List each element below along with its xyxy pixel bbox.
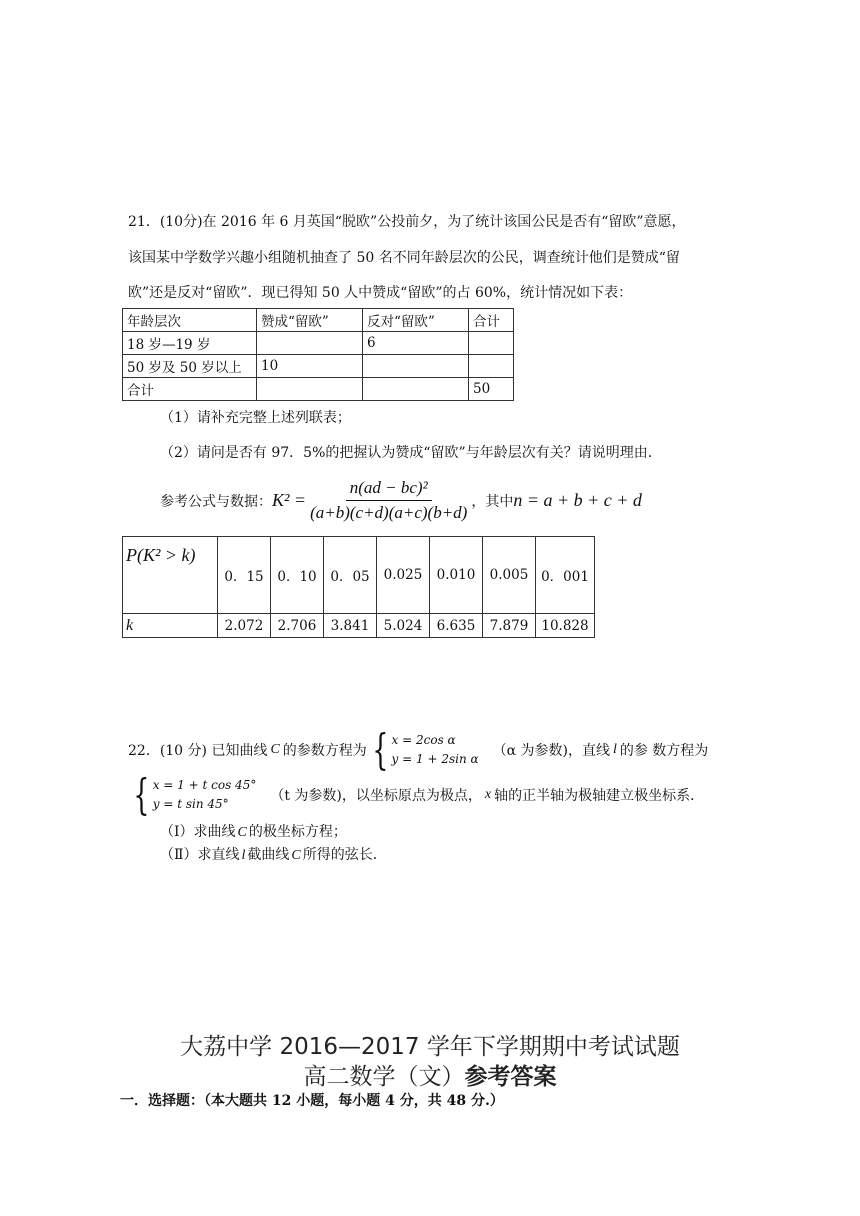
q22-part1-text-a: （Ⅰ）求曲线 <box>160 824 236 840</box>
table-cell: 18 岁—19 岁 <box>123 332 257 355</box>
polar-text: 轴的正半轴为极轴建立极坐标系． <box>494 788 705 804</box>
header-age: 年龄层次 <box>123 309 257 332</box>
q22-line1 <box>128 725 709 774</box>
table-cell: 合计 <box>123 378 257 401</box>
contingency-table <box>122 308 514 401</box>
table-cell: 0．001 <box>536 537 595 614</box>
table-cell: 0.025 <box>377 537 430 614</box>
curve-eq-x: x = 2cos α <box>391 733 456 747</box>
q22-part2-text-b: 截曲线 <box>247 847 290 863</box>
table-cell: 7.879 <box>483 614 536 638</box>
table-cell <box>257 378 363 401</box>
q21-line3: 欧”还是反对“留欧”．现已得知 50 人中赞成“留欧”的占 60%，统计情况如下表： <box>128 285 633 301</box>
prob-label: P(K² > k) <box>123 537 218 614</box>
curve-symbol: C <box>270 742 280 757</box>
table-cell: 50 岁及 50 岁以上 <box>123 355 257 378</box>
table-cell: 10.828 <box>536 614 595 638</box>
table-cell <box>363 378 469 401</box>
t-note: （t 为参数)，以坐标原点为极点， <box>270 788 482 804</box>
curve-equations: { x = 2cos α y = 1 + 2sin α <box>372 725 479 774</box>
answer-title: 大荔中学 2016—2017 学年下学期期中考试试题 <box>180 1034 680 1060</box>
formula-label: 参考公式与数据： <box>160 493 272 510</box>
section-heading: 一．选择题：（本大题共 12 小题，每小题 4 分，共 48 分.） <box>120 1093 504 1109</box>
table-cell: 0．15 <box>218 537 271 614</box>
curve-symbol: C <box>237 825 247 840</box>
table-cell <box>469 355 514 378</box>
q21-line2: 该国某中学数学兴趣小组随机抽查了 50 名不同年龄层次的公民，调查统计他们是赞成“留 <box>128 250 680 266</box>
table-cell: 3.841 <box>324 614 377 638</box>
table-cell: 6.635 <box>430 614 483 638</box>
line-eq-y: y = t sin 45° <box>152 797 229 811</box>
formula-where: ，其中 <box>471 493 514 510</box>
q22-line2 <box>128 770 705 819</box>
formula-lhs: K² = <box>272 490 307 510</box>
q21-part1: （1）请补充完整上述列联表； <box>160 410 351 426</box>
table-cell: 2.072 <box>218 614 271 638</box>
line-symbol: l <box>612 742 617 757</box>
formula-numerator: n(ad − bc)² <box>346 478 432 501</box>
answer-subtitle <box>0 1058 860 1091</box>
line-equations: { x = 1 + t cos 45° y = t sin 45° <box>133 770 257 819</box>
alpha-note: （α 为参数)，直线 <box>492 743 610 759</box>
table-cell: 50 <box>469 378 514 401</box>
table-cell: 6 <box>363 332 469 355</box>
table-cell <box>469 332 514 355</box>
k-label: k <box>123 614 218 638</box>
table-row <box>123 378 514 401</box>
q22-part2-text-a: （Ⅱ）求直线 <box>160 847 240 863</box>
table-cell <box>363 355 469 378</box>
line-param-text: 的参 数方程为 <box>619 743 709 759</box>
line-symbol: l <box>241 848 246 863</box>
header-total: 合计 <box>469 309 514 332</box>
formula-fraction <box>310 478 467 523</box>
header-oppose: 反对“留欧” <box>363 309 469 332</box>
table-header-row <box>123 309 514 332</box>
q22-intro: 22．(10 分) 已知曲线 <box>128 743 268 759</box>
q22-part1-text-b: 的极坐标方程； <box>248 824 347 840</box>
q22-part2-text-c: 所得的弦长． <box>302 847 387 863</box>
table-cell: 0.005 <box>483 537 536 614</box>
header-support: 赞成“留欧” <box>257 309 363 332</box>
line-eq-x: x = 1 + t cos 45° <box>152 778 257 792</box>
x-symbol: x <box>484 787 492 802</box>
curve-eq-y: y = 1 + 2sin α <box>391 752 479 766</box>
formula-line <box>160 478 642 523</box>
table-cell: 2.706 <box>271 614 324 638</box>
table-cell: 5.024 <box>377 614 430 638</box>
formula-n: n = a + b + c + d <box>513 490 642 510</box>
table-row <box>123 537 595 614</box>
chi-square-table <box>122 536 595 638</box>
q21-line1: 21．(10分)在 2016 年 6 月英国“脱欧”公投前夕，为了统计该国公民是否有“留欧”意愿， <box>128 214 686 230</box>
curve-symbol: C <box>291 848 301 863</box>
table-cell: 0．05 <box>324 537 377 614</box>
table-cell: 0.010 <box>430 537 483 614</box>
table-row <box>123 332 514 355</box>
q21-part2: （2）请问是否有 97．5%的把握认为赞成“留欧”与年龄层次有关？请说明理由． <box>160 445 662 461</box>
answer-label: 参考答案 <box>464 1063 557 1090</box>
table-cell: 0．10 <box>271 537 324 614</box>
q22-part2 <box>160 845 387 866</box>
subject-title: 高二数学（文） <box>303 1064 465 1090</box>
table-cell <box>257 332 363 355</box>
table-cell: 10 <box>257 355 363 378</box>
q22-part1 <box>160 822 347 843</box>
table-row <box>123 614 595 638</box>
q22-param-text: 的参数方程为 <box>282 743 367 759</box>
formula-denominator: (a+b)(c+d)(a+c)(b+d) <box>310 503 468 522</box>
table-row <box>123 355 514 378</box>
